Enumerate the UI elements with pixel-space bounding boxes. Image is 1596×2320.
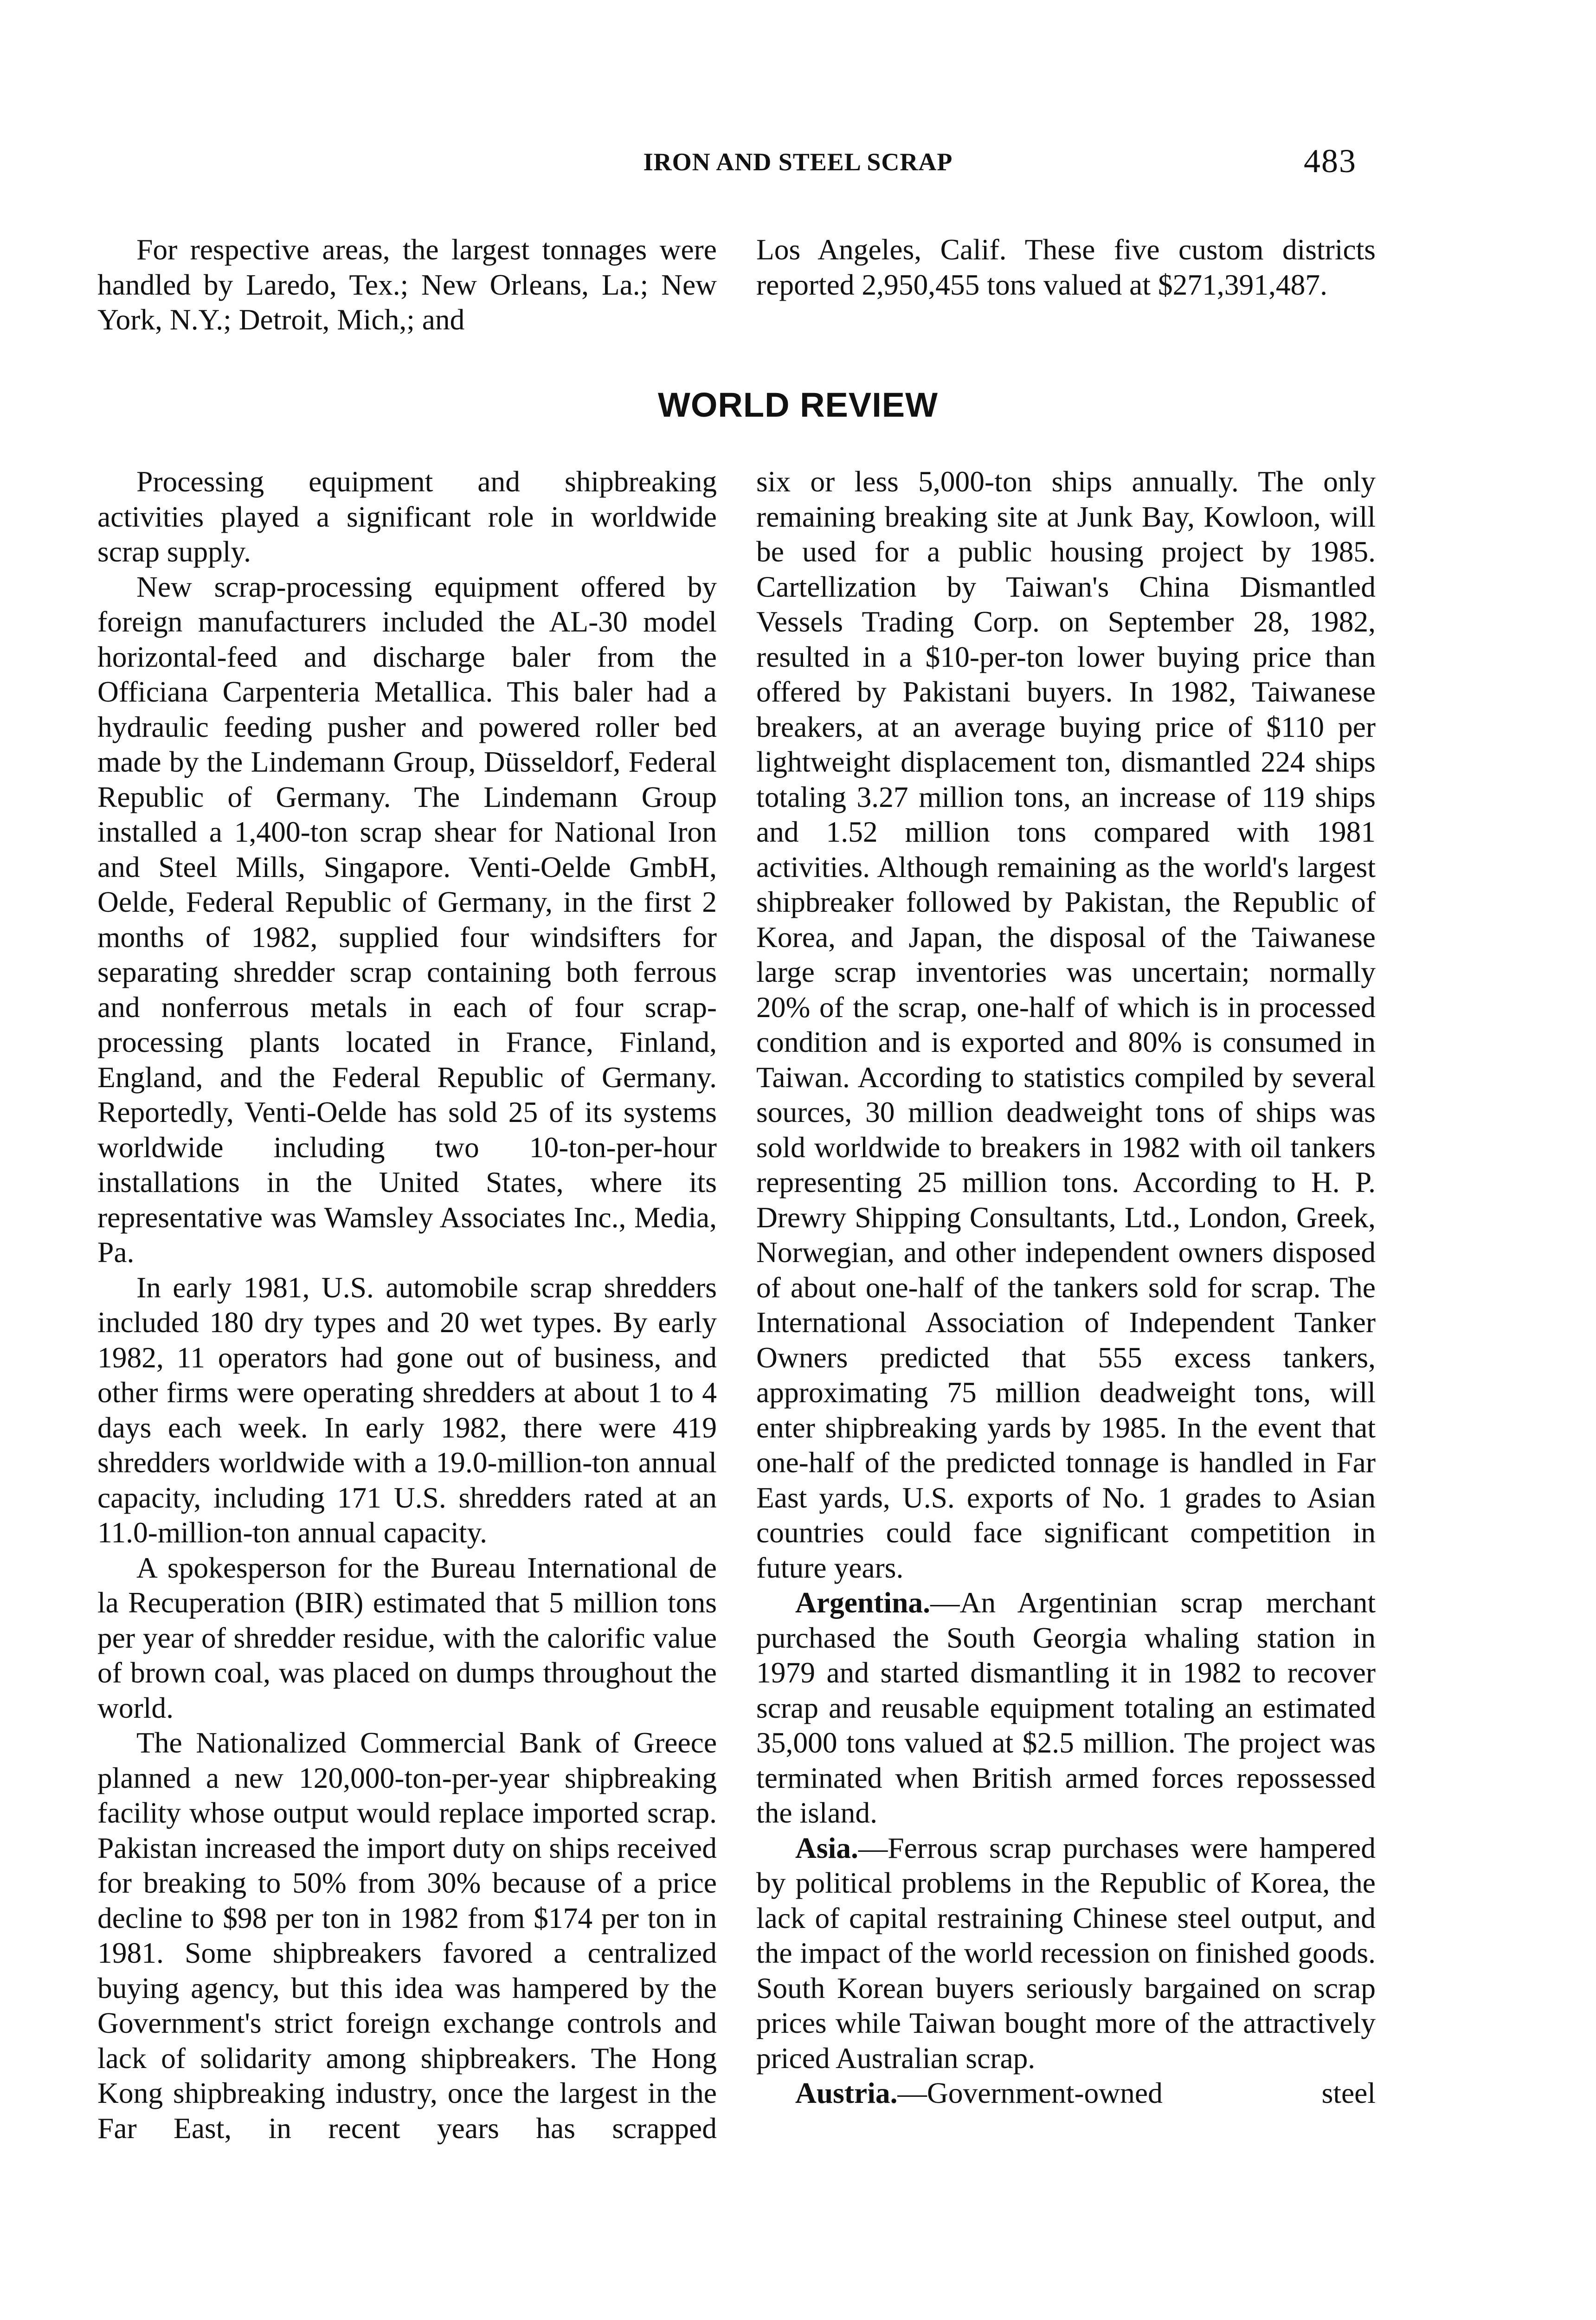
- intro-left-column: [97, 232, 717, 337]
- asia-text: —Ferrous scrap purchases were hampered by political problems in the Republic of Korea, the lack of capital restraining Chinese steel output, and the impact of the world recession on finished goods. South Korean buyers seriously bargained on scrap prices while Taiwan bought more of the attractively priced Australian scrap.: [756, 1831, 1376, 2075]
- running-title: IRON AND STEEL SCRAP: [643, 148, 953, 176]
- asia-heading: Asia.: [795, 1831, 858, 1864]
- intro-right-column: [756, 232, 1376, 302]
- paragraph-austria: [756, 2075, 1376, 2111]
- intro-right-paragraph: Los Angeles, Calif. These five custom districts reported 2,950,455 tons valued at $271,391,487.: [756, 233, 1376, 301]
- austria-text: —Government-owned steel: [897, 2076, 1376, 2109]
- paragraph-argentina: [756, 1585, 1376, 1830]
- paragraph-greece-pakistan-hongkong: The Nationalized Commercial Bank of Greece planned a new 120,000-ton-per-year shipbreaking facility whose output would replace imported scrap. Pakistan increased the import duty on ships received for breaking to 50% from 30% because of a price decline to $98 per ton in 1982 from $174 per ton in 1981. Some shipbreakers favored a centralized buying agency, but this idea was hampered by the Government's strict foreign exchange controls and lack of solidarity among shipbreakers. The Hong Kong shipbreaking industry, once the largest in the Far East, in recent years has scrapped: [97, 1726, 717, 2145]
- austria-heading: Austria.: [795, 2076, 898, 2109]
- paragraph-shipbreaking-continued: six or less 5,000-ton ships annually. The only remaining breaking site at Junk Bay, Kowloon, will be used for a public housing project by 1985. Cartellization by Taiwan's China Dismantled Vessels Trading Corp. on September 28, 1982, resulted in a $10-per-ton lower buying price than offered by Pakistani buyers. In 1982, Taiwanese breakers, at an average buying price of $110 per lightweight displacement ton, dismantled 224 ships totaling 3.27 million tons, an increase of 119 ships and 1.52 million tons compared with 1981 activities. Although remaining as the world's largest shipbreaker followed by Pakistan, the Republic of Korea, and Japan, the disposal of the Taiwanese large scrap inventories was uncertain; normally 20% of the scrap, one-half of which is in processed condition and is exported and 80% is consumed in Taiwan. According to statistics compiled by several sources, 30 million deadweight tons of ships was sold worldwide to breakers in 1982 with oil tankers representing 25 million tons. According to H. P. Drewry Shipping Consultants, Ltd., London, Greek, Norwegian, and other independent owners disposed of about one-half of the tankers sold for scrap. The International Association of Independent Tanker Owners predicted that 555 excess tankers, approximating 75 million deadweight tons, will enter shipbreaking yards by 1985. In the event that one-half of the predicted tonnage is handled in Far East yards, U.S. exports of No. 1 grades to Asian countries could face significant competition in future years.: [756, 465, 1376, 1584]
- argentina-heading: Argentina.: [795, 1586, 931, 1619]
- right-column: [756, 464, 1376, 2111]
- intro-left-paragraph: For respective areas, the largest tonnages were handled by Laredo, Tex.; New Orleans, La.; New York, N.Y.; Detroit, Mich,; and: [97, 233, 717, 336]
- paragraph-scrap-processing-equipment: New scrap-processing equipment offered by foreign manufacturers included the AL-30 model horizontal-feed and discharge baler from the Officiana Carpenteria Metallica. This baler had a hydraulic feeding pusher and powered roller bed made by the Lindemann Group, Düsseldorf, Federal Republic of Germany. The Lindemann Group installed a 1,400-ton scrap shear for National Iron and Steel Mills, Singapore. Venti-Oelde GmbH, Oelde, Federal Republic of Germany, in the first 2 months of 1982, supplied four windsifters for separating shredder scrap containing both ferrous and nonferrous metals in each of four scrap-processing plants located in France, Finland, England, and the Federal Republic of Germany. Reportedly, Venti-Oelde has sold 25 of its systems worldwide including two 10-ton-per-hour installations in the United States, where its representative was Wamsley Associates Inc., Media, Pa.: [97, 570, 717, 1269]
- paragraph-processing-equipment: Processing equipment and shipbreaking activities played a significant role in worldwide scrap supply.: [97, 465, 717, 568]
- page-number: 483: [1304, 142, 1357, 180]
- paragraph-asia: [756, 1830, 1376, 2076]
- paragraph-bir-estimate: A spokesperson for the Bureau International de la Recuperation (BIR) estimated that 5 million tons per year of shredder residue, with the calorific value of brown coal, was placed on dumps throughout the world.: [97, 1551, 717, 1724]
- section-heading: WORLD REVIEW: [658, 386, 938, 424]
- paragraph-automobile-shredders: In early 1981, U.S. automobile scrap shredders included 180 dry types and 20 wet types. By early 1982, 11 operators had gone out of business, and other firms were operating shredders at about 1 to 4 days each week. In early 1982, there were 419 shredders worldwide with a 19.0-million-ton annual capacity, including 171 U.S. shredders rated at an 11.0-million-ton annual capacity.: [97, 1270, 717, 1549]
- argentina-text: —An Argentinian scrap merchant purchased the South Georgia whaling station in 1979 and started dismantling it in 1982 to recover scrap and reusable equipment totaling an estimated 35,000 tons valued at $2.5 million. The project was terminated when British armed forces repossessed the island.: [756, 1586, 1376, 1829]
- left-column: [97, 464, 717, 2146]
